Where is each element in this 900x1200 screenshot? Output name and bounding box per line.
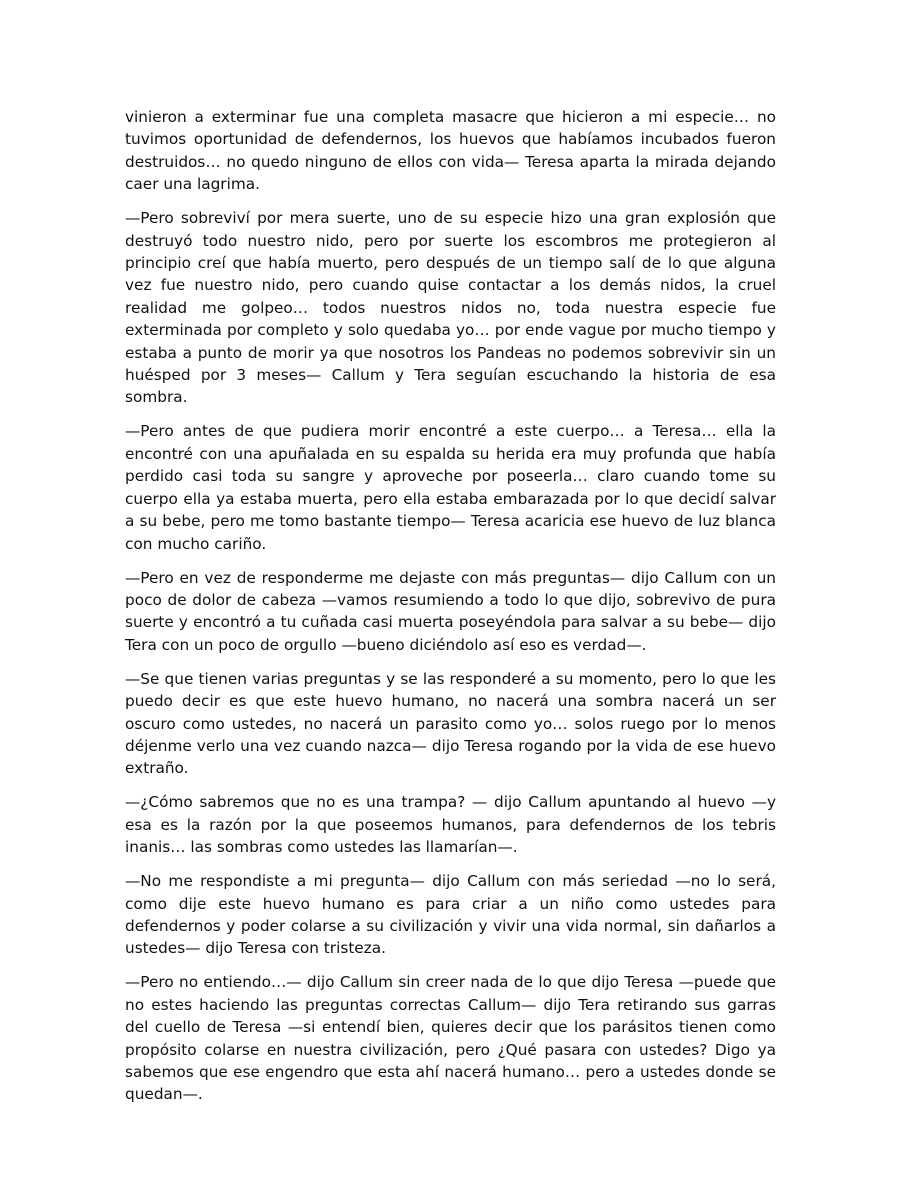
paragraph-1: vinieron a exterminar fue una completa masacre que hicieron a mi especie… no tuvimos oportunidad de defendernos, los huevos que habíamos incubados fueron destruidos… no quedo ninguno de ellos con vida— Teresa aparta la mirada dejando caer una lagrima. bbox=[125, 108, 776, 194]
paragraph-6: —¿Cómo sabremos que no es una trampa? — dijo Callum apuntando al huevo —y esa es la razón por la que poseemos humanos, para defendernos de los tebris inanis… las sombras como ustedes las llamarían—. bbox=[125, 793, 776, 857]
page-body bbox=[125, 106, 776, 1117]
paragraph-2: —Pero sobreviví por mera suerte, uno de su especie hizo una gran explosión que destruyó todo nuestro nido, pero por suerte los escombros me protegieron al principio creí que había muerto, pero después de un tiempo salí de lo que alguna vez fue nuestro nido, pero cuando quise contactar a los demás nidos, la cruel realidad me golpeo… todos nuestros nidos no, toda nuestra especie fue exterminada por completo y solo quedaba yo… por ende vague por mucho tiempo y estaba a punto de morir ya que nosotros los Pandeas no podemos sobrevivir sin un huésped por 3 meses— Callum y Tera seguían escuchando la historia de esa sombra. bbox=[125, 209, 776, 407]
paragraph-7: —No me respondiste a mi pregunta— dijo Callum con más seriedad —no lo será, como dije este huevo humano es para criar a un niño como ustedes para defendernos y poder colarse a su civilización y vivir una vida normal, sin dañarlos a ustedes— dijo Teresa con tristeza. bbox=[125, 872, 776, 958]
paragraph-8: —Pero no entiendo…— dijo Callum sin creer nada de lo que dijo Teresa —puede que no estes haciendo las preguntas correctas Callum— dijo Tera retirando sus garras del cuello de Teresa —si entendí bien, quieres decir que los parásitos tienen como propósito colarse en nuestra civilización, pero ¿Qué pasara con ustedes? Digo ya sabemos que ese engendro que esta ahí nacerá humano… pero a ustedes donde se quedan—. bbox=[125, 973, 776, 1104]
paragraph-4: —Pero en vez de responderme me dejaste con más preguntas— dijo Callum con un poco de dolor de cabeza —vamos resumiendo a todo lo que dijo, sobrevivo de pura suerte y encontró a tu cuñada casi muerta poseyéndola para salvar a su bebe— dijo Tera con un poco de orgullo —bueno diciéndolo así eso es verdad—. bbox=[125, 568, 776, 654]
paragraph-3: —Pero antes de que pudiera morir encontré a este cuerpo… a Teresa… ella la encontré con una apuñalada en su espalda su herida era muy profunda que había perdido casi toda su sangre y aproveche por poseerla… claro cuando tome su cuerpo ella ya estaba muerta, pero ella estaba embarazada por lo que decidí salvar a su bebe, pero me tomo bastante tiempo— Teresa acaricia ese huevo de luz blanca con mucho cariño. bbox=[125, 422, 776, 553]
paragraph-5: —Se que tienen varias preguntas y se las responderé a su momento, pero lo que les puedo decir es que este huevo humano, no nacerá una sombra nacerá un ser oscuro como ustedes, no nacerá un parasito como yo… solos ruego por lo menos déjenme verlo una vez cuando nazca— dijo Teresa rogando por la vida de ese huevo extraño. bbox=[125, 669, 776, 778]
